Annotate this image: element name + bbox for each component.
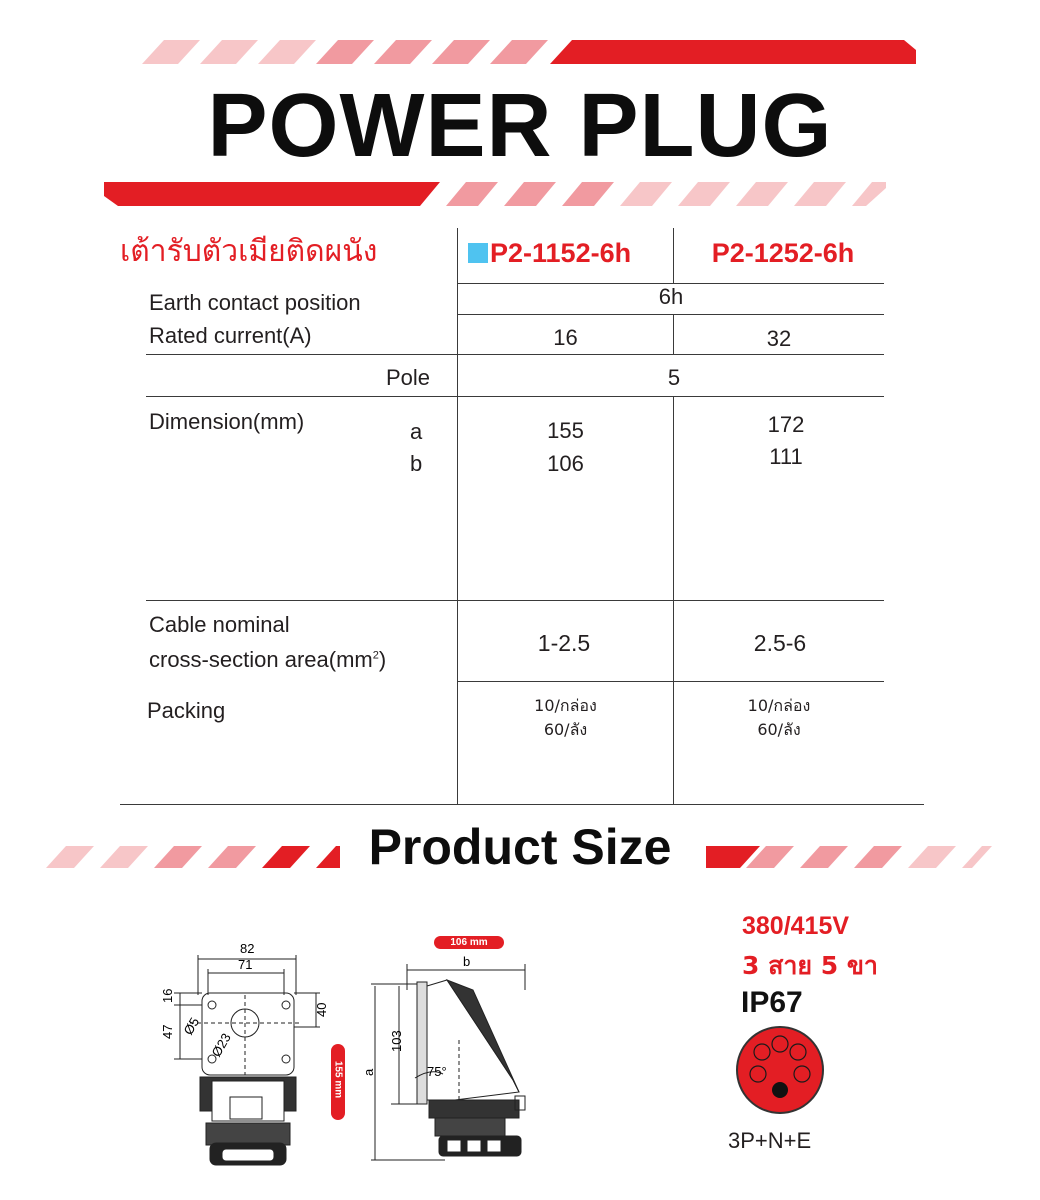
dim-phi5: Ø5 xyxy=(180,1014,203,1038)
packing-value-2: 10/กล่อง 60/ลัง xyxy=(747,696,811,739)
packing-label: Packing xyxy=(147,698,226,723)
model-color-swatch xyxy=(468,243,488,263)
rated-current-value-2: 32 xyxy=(766,326,792,351)
socket-face-icon xyxy=(734,1024,826,1116)
bottom-stripe-decoration xyxy=(0,178,1040,208)
product-name-thai: เต้ารับตัวเมียติดผนัง xyxy=(120,234,378,269)
table-rule xyxy=(458,681,884,682)
cable-label-superscript: 2 xyxy=(372,649,379,662)
table-rule xyxy=(146,600,884,601)
table-column-divider xyxy=(673,396,674,804)
table-rule xyxy=(120,804,924,805)
table-rule xyxy=(146,354,884,355)
cable-value-2: 2.5-6 xyxy=(753,630,807,656)
front-view-drawing xyxy=(150,935,340,1175)
dim-phi23: Ø23 xyxy=(208,1030,234,1060)
dimension-a-label: a xyxy=(410,419,423,444)
product-size-right-stripes xyxy=(700,840,1040,872)
voltage-label: 380/415V xyxy=(742,912,850,940)
product-size-title: Product Size xyxy=(368,819,672,875)
cable-value-1: 1-2.5 xyxy=(537,630,591,656)
table-rule xyxy=(146,396,884,397)
table-rule xyxy=(458,314,884,315)
dim-40: 40 xyxy=(314,1002,329,1017)
dim-71: 71 xyxy=(238,957,253,972)
dimension-b-value-2: 111 xyxy=(769,444,803,469)
model-header-1: P2-1152-6h xyxy=(490,238,632,268)
rated-current-label: Rated current(A) xyxy=(149,323,312,348)
rated-current-value-1: 16 xyxy=(553,325,578,350)
pole-value: 5 xyxy=(667,365,681,390)
dim-16: 16 xyxy=(160,988,175,1003)
top-stripe-decoration xyxy=(0,0,1040,70)
dimension-a-value-2: 172 xyxy=(767,412,805,437)
dimension-a-value-1: 155 xyxy=(547,418,584,443)
ip-rating: IP67 xyxy=(741,986,803,1019)
packing-value-1: 10/กล่อง 60/ลัง xyxy=(534,696,597,739)
dim-103: 103 xyxy=(389,1030,404,1052)
dim-b: b xyxy=(463,954,471,969)
dim-angle: 75° xyxy=(427,1064,447,1079)
dim-47: 47 xyxy=(160,1024,175,1039)
cable-label-line1: Cable nominal xyxy=(149,612,290,637)
dimension-b-label: b xyxy=(410,451,423,476)
dimension-b-value-1: 106 xyxy=(547,451,584,476)
width-badge: 106 mm xyxy=(434,936,504,949)
wires-label: 3 สาย 5 ขา xyxy=(742,951,878,980)
model-header-2: P2-1252-6h xyxy=(711,238,855,268)
table-column-divider xyxy=(673,228,674,284)
pole-label: Pole xyxy=(386,365,431,390)
dim-82: 82 xyxy=(240,941,255,956)
cable-label-line2: cross-section $area(mm^2)$ xyxy=(149,647,387,672)
dimension-label: Dimension(mm) xyxy=(149,409,305,434)
earth-contact-label: Earth contact position xyxy=(149,290,361,315)
pin-config-label: 3P+N+E xyxy=(728,1128,812,1153)
dim-a: a xyxy=(361,1068,376,1076)
page-title: POWER PLUG xyxy=(207,76,833,176)
side-view-drawing xyxy=(355,950,535,1175)
height-badge: 155 mm xyxy=(331,1044,345,1120)
earth-contact-value: 6h xyxy=(658,284,684,309)
